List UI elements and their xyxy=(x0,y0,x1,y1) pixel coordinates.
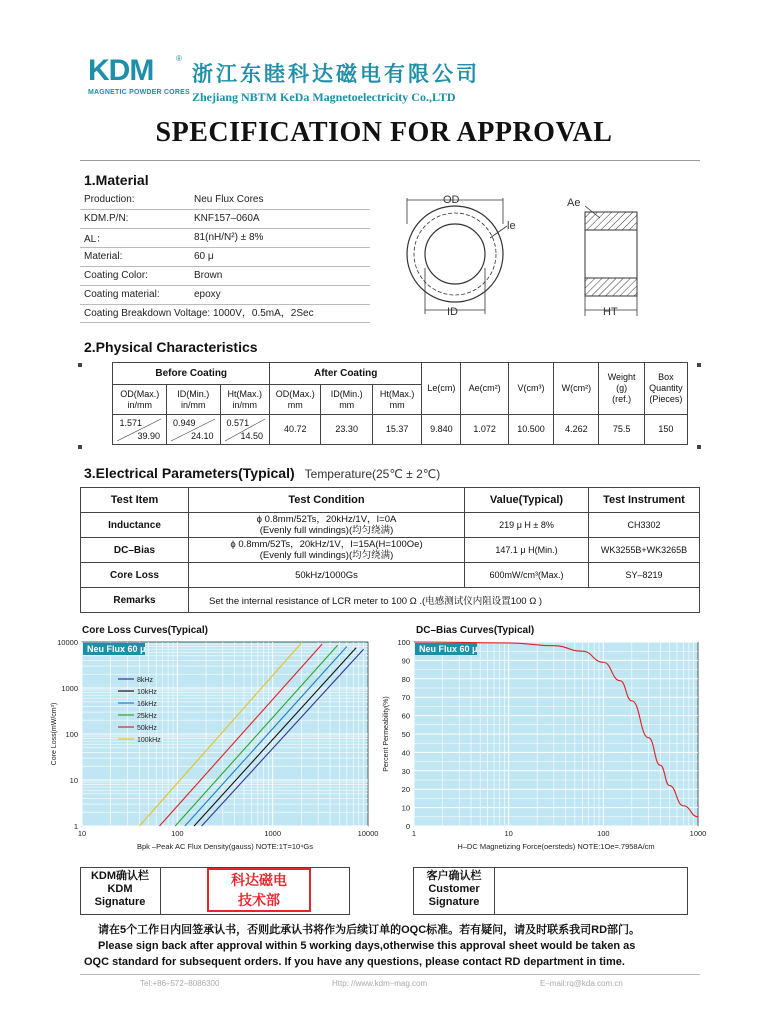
ht-label: HT xyxy=(603,306,618,318)
test-value: 600mW/cm³(Max.) xyxy=(465,563,589,588)
material-row xyxy=(80,247,370,266)
material-row xyxy=(80,190,370,209)
after-coating-header: After Coating xyxy=(269,363,421,385)
y-tick-label: 1000 xyxy=(61,684,78,693)
material-value: 81(nH/N²) ± 8% xyxy=(190,228,370,247)
y-tick-label: 10000 xyxy=(57,638,78,647)
bullet xyxy=(78,445,82,449)
box-header: Box Quantity (Pieces) xyxy=(644,363,687,415)
condition-line: ϕ 0.8mm/52Ts，20kHz/1V，I=15A(H=100Oe) xyxy=(230,539,423,550)
remarks-text: Set the internal resistance of LCR meter to 100 Ω .(电感测试仪内阻设置100 Ω ) xyxy=(189,588,700,613)
x-tick-label: 100 xyxy=(597,829,610,838)
ht-before-header: Ht(Max.) in/mm xyxy=(220,385,269,415)
series-badge-label: Neu Flux 60 μ xyxy=(419,644,478,654)
x-axis-label: Bpk –Peak AC Flux Density(gauss) NOTE:1T=10⁴Gs xyxy=(137,842,313,851)
v-header: V(cm³) xyxy=(508,363,553,415)
kdm-logo xyxy=(88,54,190,102)
od-after-header: OD(Max.) mm xyxy=(269,385,320,415)
electrical-title-text: 3.Electrical Parameters(Typical) xyxy=(84,465,295,481)
customer-signature-label: 客户确认栏 Customer Signature xyxy=(426,870,482,908)
dc-bias-chart xyxy=(378,636,708,856)
od-label: OD xyxy=(443,194,460,206)
y-tick-label: 70 xyxy=(401,693,410,703)
id-after-header: ID(Min.) mm xyxy=(321,385,372,415)
material-row xyxy=(80,285,370,304)
v-value: 10.500 xyxy=(508,415,553,445)
test-condition xyxy=(189,538,465,563)
y-tick-label: 90 xyxy=(401,656,410,666)
condition-line: ϕ 0.8mm/52Ts，20kHz/1V，I=0A xyxy=(256,514,397,525)
y-tick-label: 60 xyxy=(401,711,410,721)
company-name-cn: 浙江东睦科达磁电有限公司 xyxy=(192,63,480,86)
divider xyxy=(80,160,700,161)
physical-table xyxy=(80,362,700,445)
kdm-signature-label: KDM确认栏 KDM Signature xyxy=(90,870,150,908)
y-tick-label: 10 xyxy=(401,803,410,813)
material-value: Brown xyxy=(190,266,370,285)
material-section-title: 1.Material xyxy=(84,172,149,188)
ae-label: Ae xyxy=(567,197,581,209)
ae-value: 1.072 xyxy=(461,415,508,445)
od-before-header: OD(Max.) in/mm xyxy=(113,385,167,415)
material-key: Coating Color: xyxy=(80,266,190,285)
bullet xyxy=(697,445,701,449)
id-before-cell xyxy=(167,415,221,445)
y-axis-label: Percent Permeability(%) xyxy=(383,696,390,772)
od-inch: 1.571 xyxy=(119,418,142,428)
material-key: AL： xyxy=(80,228,190,247)
id-label: ID xyxy=(447,306,458,318)
header-test-item: Test Item xyxy=(81,488,189,513)
test-condition xyxy=(189,513,465,538)
legend-label: 25kHz xyxy=(137,713,157,720)
od-before-cell xyxy=(113,415,167,445)
header-instrument: Test Instrument xyxy=(589,488,700,513)
od-mm: 39.90 xyxy=(137,431,160,441)
box-value: 150 xyxy=(644,415,687,445)
dc-bias-chart-title: DC–Bias Curves(Typical) xyxy=(416,625,535,636)
temperature-note: Temperature(25℃ ± 2℃) xyxy=(304,467,441,481)
ht-inch: 0.571 xyxy=(226,418,250,428)
material-value: 60 μ xyxy=(190,247,370,266)
notice-en-line1: Please sign back after approval within 5 working days,otherwise this approval sheet would be taken as xyxy=(98,940,636,952)
legend-label: 100kHz xyxy=(137,737,161,744)
weight-value: 75.5 xyxy=(599,415,644,445)
y-tick-label: 100 xyxy=(65,730,78,739)
w-header: W(cm²) xyxy=(554,363,599,415)
company-name-en: Zhejiang NBTM KeDa Magnetoelectricity Co.,LTD xyxy=(192,90,456,104)
test-value: 147.1 μ H(Min.) xyxy=(465,538,589,563)
test-item: Inductance xyxy=(81,513,189,538)
electrical-row xyxy=(81,538,700,563)
electrical-table xyxy=(80,487,700,613)
stamp-text: 科达磁电 技术部 xyxy=(231,872,287,908)
w-value: 4.262 xyxy=(554,415,599,445)
test-instrument: WK3255B+WK3265B xyxy=(589,538,700,563)
breakdown-voltage: Coating Breakdown Voltage: 1000V，0.5mA，2Sec xyxy=(80,304,370,323)
electrical-row xyxy=(81,563,700,588)
header xyxy=(88,52,688,108)
y-tick-label: 10 xyxy=(69,776,78,785)
notice-en-line2: OQC standard for subsequent orders. If you have any questions, please contact RD department in time. xyxy=(84,956,625,968)
tech-dept-stamp xyxy=(207,868,311,912)
footer-email[interactable]: E–mail:rq@kda.com.cn xyxy=(540,979,623,988)
material-value: epoxy xyxy=(190,285,370,304)
core-loss-chart xyxy=(40,636,380,856)
test-value: 219 μ H ± 8% xyxy=(465,513,589,538)
condition-line: 50kHz/1000Gs xyxy=(295,569,358,581)
le-label: le xyxy=(507,220,516,232)
grid xyxy=(414,642,698,826)
ht-after-value: 15.37 xyxy=(372,415,421,445)
material-value: Neu Flux Cores xyxy=(190,190,370,209)
test-instrument: SY–8219 xyxy=(589,563,700,588)
approval-notice xyxy=(84,922,704,970)
ht-after-header: Ht(Max.) mm xyxy=(372,385,421,415)
divider xyxy=(80,974,700,975)
x-tick-label: 10 xyxy=(77,829,87,838)
x-tick-label: 10 xyxy=(504,829,513,838)
electrical-row xyxy=(81,513,700,538)
before-coating-header: Before Coating xyxy=(113,363,270,385)
id-before-header: ID(Min.) in/mm xyxy=(167,385,221,415)
legend-label: 16kHz xyxy=(137,701,157,708)
y-tick-label: 1 xyxy=(73,822,78,831)
x-axis-label: H–DC Magnetizing Force(oersteds) NOTE:1Oe=.7958A/cm xyxy=(457,842,655,851)
od-after-value: 40.72 xyxy=(269,415,320,445)
le-value: 9.840 xyxy=(422,415,461,445)
notice-cn: 请在5个工作日内回签承认书，否则此承认书将作为后续订单的OQC标准。若有疑问，请及时联系我司RD部门。 xyxy=(98,924,641,936)
y-tick-label: 40 xyxy=(401,748,410,758)
y-tick-label: 50 xyxy=(401,730,410,739)
footer-tel: Tel:+86–572–8086300 xyxy=(140,979,220,988)
condition-line: (Evenly full windings)(均匀绕满) xyxy=(259,550,394,561)
registered-mark: ® xyxy=(176,54,182,63)
footer-website[interactable]: Http: //www.kdm–mag.com xyxy=(332,979,428,988)
remarks-label: Remarks xyxy=(81,588,189,613)
le-header: Le(cm) xyxy=(422,363,461,415)
material-row xyxy=(80,209,370,228)
ae-header: Ae(cm²) xyxy=(461,363,508,415)
x-tick-label: 100 xyxy=(171,829,184,838)
physical-section-title: 2.Physical Characteristics xyxy=(84,339,258,355)
logo-subtitle: MAGNETIC POWDER CORES xyxy=(88,89,190,96)
x-tick-label: 10000 xyxy=(357,829,379,838)
material-table xyxy=(80,190,370,305)
test-condition xyxy=(189,563,465,588)
document-title: SPECIFICATION FOR APPROVAL xyxy=(155,117,613,148)
y-axis-label: Core Loss(mW/cm³) xyxy=(51,702,58,766)
y-tick-label: 0 xyxy=(405,822,410,831)
material-key: Coating material: xyxy=(80,285,190,304)
test-item: Core Loss xyxy=(81,563,189,588)
core-loss-chart-title: Core Loss Curves(Typical) xyxy=(82,625,208,636)
logo-text: KDM xyxy=(88,54,154,87)
id-inch: 0.949 xyxy=(173,418,196,428)
condition-line: (Evenly full windings)(均匀绕满) xyxy=(259,525,394,536)
id-after-value: 23.30 xyxy=(321,415,372,445)
y-tick-label: 30 xyxy=(401,766,410,776)
x-tick-label: 1000 xyxy=(264,829,282,838)
material-key: KDM.P/N: xyxy=(80,209,190,228)
material-row xyxy=(80,266,370,285)
ht-mm: 14.50 xyxy=(240,431,263,441)
x-tick-label: 1 xyxy=(411,829,417,838)
material-key: Production: xyxy=(80,190,190,209)
divider xyxy=(160,867,161,915)
y-tick-label: 80 xyxy=(401,674,410,684)
material-key: Material: xyxy=(80,247,190,266)
id-mm: 24.10 xyxy=(191,431,214,441)
test-item: DC–Bias xyxy=(81,538,189,563)
y-tick-label: 20 xyxy=(401,785,410,795)
header-test-condition: Test Condition xyxy=(189,488,465,513)
x-tick-label: 1000 xyxy=(689,829,707,838)
y-tick-label: 100 xyxy=(397,638,410,647)
weight-header: Weight (g) (ref.) xyxy=(599,363,644,415)
material-row xyxy=(80,228,370,247)
series-badge-label: Neu Flux 60 μ xyxy=(87,644,146,654)
material-value: KNF157–060A xyxy=(190,209,370,228)
legend-label: 10kHz xyxy=(137,689,157,696)
legend-label: 8kHz xyxy=(137,677,153,684)
electrical-section-title xyxy=(84,465,440,481)
test-instrument: CH3302 xyxy=(589,513,700,538)
legend-label: 50kHz xyxy=(137,725,157,732)
ht-before-cell xyxy=(220,415,269,445)
core-dimension-diagram xyxy=(395,188,695,328)
header-value: Value(Typical) xyxy=(465,488,589,513)
